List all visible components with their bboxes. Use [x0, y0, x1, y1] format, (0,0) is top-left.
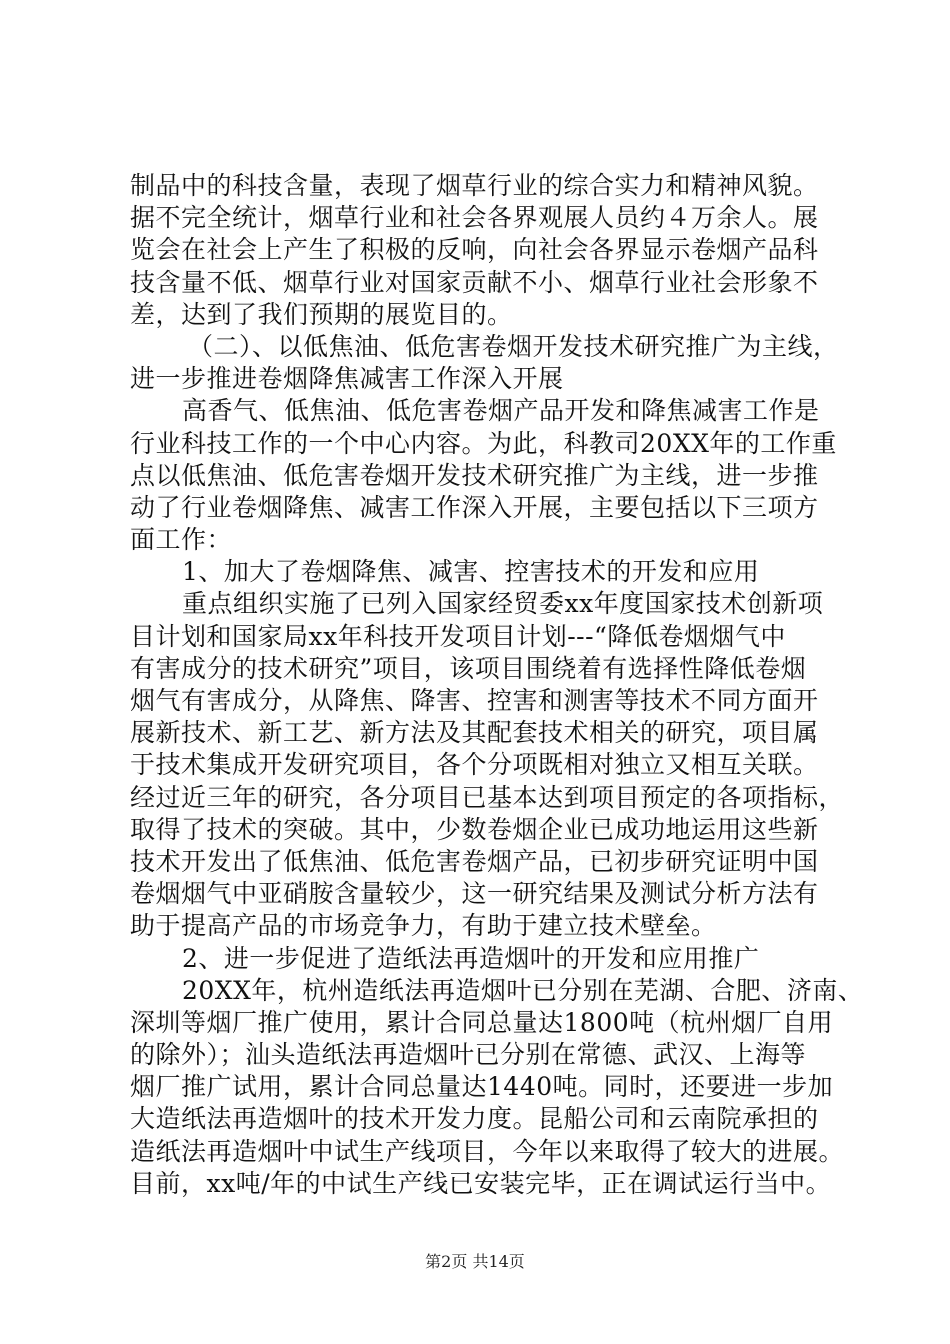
- text-line: 制品中的科技含量，表现了烟草行业的综合实力和精神风貌。: [130, 171, 819, 200]
- paragraph-start-line: 高香气、低焦油、低危害卷烟产品开发和降焦减害工作是: [182, 396, 820, 426]
- text-line: 的除外）；汕头造纸法再造烟叶已分别在常德、武汉、上海等: [130, 1040, 807, 1070]
- text-line: 动了行业卷烟降焦、减害工作深入开展，主要包括以下三项方: [130, 492, 819, 522]
- subheading-line: 2、进一步促进了造纸法再造烟叶的开发和应用推广: [182, 943, 760, 973]
- text-line: 技术开发出了低焦油、低危害卷烟产品，已初步研究证明中国: [130, 846, 819, 876]
- subheading-line: 1、加大了卷烟降焦、减害、控害技术的开发和应用: [182, 557, 760, 587]
- document-body: [130, 170, 864, 1200]
- text-line: 经过近三年的研究，各分项目已基本达到项目预定的各项指标，: [130, 782, 845, 812]
- section-heading-line: 进一步推进卷烟降焦减害工作深入开展: [130, 364, 564, 394]
- text-line: 大造纸法再造烟叶的技术开发力度。昆船公司和云南院承担的: [130, 1104, 819, 1134]
- text-line: 卷烟烟气中亚硝胺含量较少，这一研究结果及测试分析方法有: [130, 879, 819, 909]
- text-line: 面工作：: [130, 525, 233, 555]
- text-line: 于技术集成开发研究项目，各个分项既相对独立又相互关联。: [130, 750, 819, 780]
- paragraph-start-line: 重点组织实施了已列入国家经贸委xx年度国家技术创新项: [182, 589, 824, 619]
- text-line: 行业科技工作的一个中心内容。为此，科教司20XX年的工作重: [130, 428, 837, 458]
- text-line: 差，达到了我们预期的展览目的。: [130, 299, 513, 329]
- text-line: 深圳等烟厂推广使用，累计合同总量达1800吨（杭州烟厂自用: [130, 1007, 834, 1037]
- text-line: 点以低焦油、低危害卷烟开发技术研究推广为主线，进一步推: [130, 460, 819, 490]
- text-line: 目前，xx吨/年的中试生产线已安装完毕，正在调试运行当中。: [130, 1168, 832, 1198]
- text-line: 取得了技术的突破。其中，少数卷烟企业已成功地运用这些新: [130, 814, 819, 844]
- text-line: 展新技术、新工艺、新方法及其配套技术相关的研究，项目属: [130, 718, 819, 748]
- text-line: 造纸法再造烟叶中试生产线项目，今年以来取得了较大的进展。: [130, 1136, 845, 1166]
- text-line: 据不完全统计，烟草行业和社会各界观展人员约４万余人。展: [130, 203, 819, 233]
- text-line: 览会在社会上产生了积极的反响，向社会各界显示卷烟产品科: [130, 235, 819, 265]
- text-line: 烟气有害成分，从降焦、降害、控害和测害等技术不同方面开: [130, 686, 819, 715]
- text-line: 技含量不低、烟草行业对国家贡献不小、烟草行业社会形象不: [130, 267, 819, 297]
- text-line: 有害成分的技术研究”项目，该项目围绕着有选择性降低卷烟: [130, 653, 807, 683]
- section-heading-line: （二）、以低焦油、低危害卷烟开发技术研究推广为主线，: [188, 331, 839, 361]
- text-line: 目计划和国家局xx年科技开发项目计划---“降低卷烟烟气中: [130, 621, 786, 651]
- text-line: 烟厂推广试用，累计合同总量达1440吨。同时，还要进一步加: [130, 1072, 834, 1102]
- text-line: 助于提高产品的市场竞争力，有助于建立技术壁垒。: [130, 911, 717, 941]
- page-number-footer: 第2页 共14页: [425, 1252, 525, 1271]
- paragraph-start-line: 20XX年，杭州造纸法再造烟叶已分别在芜湖、合肥、济南、: [182, 975, 864, 1005]
